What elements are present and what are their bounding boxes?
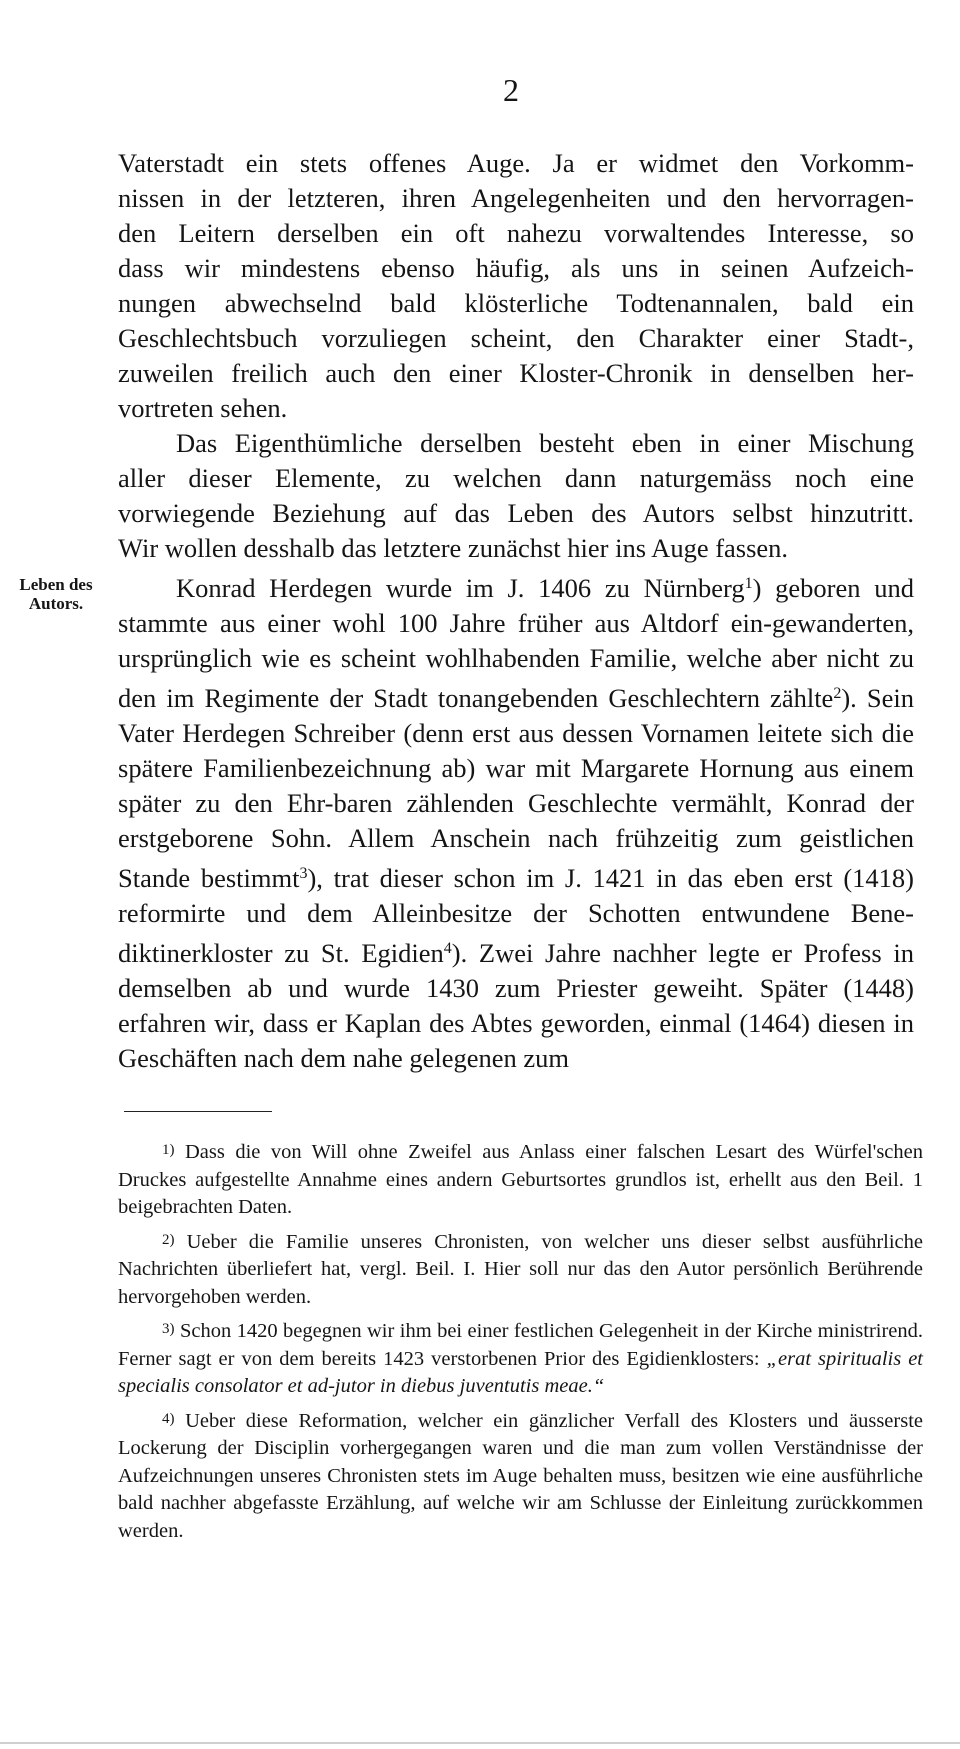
text-run: ). Zwei Jahre nachher legte er Profess in demselben ab und wurde 1430 zum Priester geweiht. Später (1448) erfahren wir, dass er Kaplan des Abtes geworden, einmal (1464) diesen in Geschäften nach dem nahe gelegenen zum (118, 938, 914, 1073)
footnote-quote: „erat spiritualis et specialis consolator et ad-jutor in diebus juventutis meae.“ (118, 1347, 923, 1397)
main-text (118, 146, 914, 1076)
page-number: 2 (503, 72, 519, 108)
text-run: ). Sein Vater Herdegen Schreiber (denn erst aus dessen Vornamen leitete sich die spätere Familienbezeichnung ab) war mit Margarete Hornung aus einem später zu den Ehr-baren zählenden Geschlechte vermählt, Konrad der erstgeborene Sohn. Allem Anschein nach frühzeitig zum geistlichen Stande bestimmt (118, 683, 914, 893)
footnote-ref: 3 (299, 865, 308, 882)
footnote-ref: 1 (744, 575, 753, 592)
paragraph-line: Wir wollen desshalb das letztere zunächst hier ins Auge fassen. (118, 533, 789, 563)
paragraph-line: aller dieser Elemente, zu welchen dann naturgemäss noch eine (118, 463, 914, 493)
footnote-text: Ueber diese Reformation, welcher ein gänzlicher Verfall des Klosters und äusserste Lockerung der Disciplin vorhergegangen waren und die man zum vollen Verständnisse der Aufzeichnungen unseres Chronisten stets im Auge behalten muss, besitzen wie eine ausführliche bald nachher abgefasste Erzählung, auf welche wir am Schlusse der Einleitung zurückkommen werden. (118, 1409, 924, 1542)
footnotes (118, 1137, 923, 1545)
paragraph-line: vorwiegende Beziehung auf das Leben des Autors selbst hinzutritt. (118, 498, 914, 528)
paragraph-line: zuweilen freilich auch den einer Kloster-Chronik in denselben her- (118, 358, 914, 388)
margin-note: Leben des Autors. (19, 575, 93, 613)
footnote-marker: 3) (162, 1321, 175, 1337)
footnote (118, 1227, 923, 1312)
scan-edge (0, 1742, 960, 1744)
footnote-divider (124, 1111, 272, 1112)
footnote-marker: 2) (162, 1231, 175, 1248)
paragraph-line: Das Eigenthümliche derselben besteht eben in einer Mischung (176, 428, 914, 458)
text-run: ), trat dieser schon im J. 1421 in das eben erst (1418) reformirte und dem Alleinbesitze der Schotten entwundene Bene-diktinerkloster zu St. Egidien (118, 863, 914, 968)
footnote-marker: 4) (162, 1410, 175, 1427)
text-run: ) geboren und stammte aus einer wohl 100 Jahre früher aus Altdorf ein-gewanderten, ursprünglich wie es scheint wohlhabenden Familie, welche aber nicht zu den im Regimente der Stadt tonangebenden Geschlechtern zählte (118, 573, 914, 713)
paragraph-life (118, 566, 914, 1076)
footnote-text: Schon 1420 begegnen wir ihm bei einer festlichen Gelegenheit in der Kirche ministrirend. Ferner sagt er von dem bereits 1423 verstorbenen Prior des Egidienklosters: (118, 1320, 924, 1370)
footnote-ref: 4 (443, 940, 452, 957)
paragraph-line: nissen in der letzteren, ihren Angelegenheiten und den hervorragen- (118, 183, 914, 213)
footnote-text: Dass die von Will ohne Zweifel aus Anlass einer falschen Lesart des Würfel'schen Druckes aufgestellte Annahme eines andern Geburtsortes grundlos ist, erhellt aus den Beil. 1 beigebrachten Daten. (118, 1141, 924, 1218)
paragraph-line: nungen abwechselnd bald klösterliche Todtenannalen, bald ein (118, 288, 914, 318)
paragraph-line: den Leitern derselben ein oft nahezu vorwaltendes Interesse, so (118, 218, 914, 248)
text-run: Konrad Herdegen wurde im J. 1406 zu Nürnberg (176, 573, 745, 603)
footnote (118, 1316, 923, 1401)
footnote-marker: 1) (162, 1142, 175, 1158)
paragraph-line: Vaterstadt ein stets offenes Auge. Ja er widmet den Vorkomm- (118, 148, 914, 178)
paragraph-line: Geschlechtsbuch vorzuliegen scheint, den Charakter einer Stadt-, (118, 323, 914, 353)
footnote-ref: 2 (833, 685, 842, 702)
paragraph-line: vortreten sehen. (118, 393, 288, 423)
footnote-text: Ueber die Familie unseres Chronisten, von welcher uns dieser selbst ausführliche Nachrichten überliefert hat, vergl. Beil. I. Hier soll nur das den Autor persönlich Berührende hervorgehoben werden. (118, 1230, 924, 1308)
footnote (118, 1137, 923, 1222)
footnote (118, 1406, 923, 1546)
paragraph-line: dass wir mindestens ebenso häufig, als uns in seinen Aufzeich- (118, 253, 914, 283)
